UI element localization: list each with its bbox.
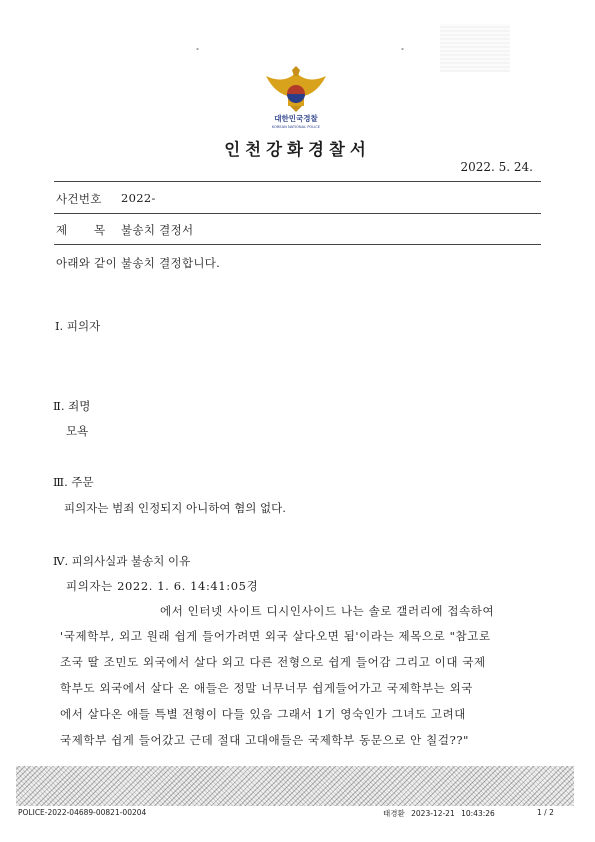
section-2-body: 모욕 (66, 424, 89, 438)
body-line: 에서 인터넷 사이트 디시인사이드 나는 솔로 갤러리에 접속하여 (160, 604, 495, 618)
section-4-title: Ⅳ. 피의사실과 불송치 이유 (53, 554, 191, 568)
scan-dot: ° (401, 48, 404, 55)
case-number-label: 사건번호 (56, 192, 102, 206)
document-date: 2022. 5. 24. (460, 160, 533, 174)
divider (54, 181, 541, 182)
body-line: 국제학부 쉽게 들어갔고 근데 절대 고대애들은 국제학부 동문으로 안 칠걸??" (60, 733, 469, 747)
subject-label-1: 제 (56, 223, 68, 237)
print-info (383, 808, 495, 819)
subject-value: 불송치 결정서 (121, 223, 194, 237)
body-line: 에서 살다온 애들 특별 전형이 다들 있음 그래서 1기 영숙인가 그녀도 고려대 (60, 707, 466, 721)
section-3-body: 피의자는 범죄 인정되지 아니하여 혐의 없다. (64, 501, 286, 515)
page-number: 1 / 2 (537, 808, 554, 817)
security-pattern-band (16, 766, 574, 806)
section-2-title: Ⅱ. 죄명 (53, 399, 91, 413)
scan-dot: ° (196, 48, 199, 55)
intro-text: 아래와 같이 불송치 결정합니다. (56, 256, 221, 270)
body-line: 학부도 외국에서 살다 온 애들은 정말 너무너무 쉽게들어가고 국제학부는 외국 (60, 681, 473, 695)
printed-by: 태경환 (383, 809, 405, 818)
divider (54, 244, 541, 245)
body-line: 피의자는 2022. 1. 6. 14:41:05경 (66, 579, 259, 593)
case-number-value: 2022- (121, 191, 156, 205)
scan-artifact (440, 24, 510, 72)
printed-at: 2023-12-21 10:43:26 (411, 809, 495, 818)
svg-text:대한민국경찰: 대한민국경찰 (274, 114, 318, 123)
section-1-title: Ⅰ. 피의자 (55, 319, 101, 333)
subject-label-2: 목 (94, 223, 106, 237)
body-line: '국제학부, 외고 원래 쉽게 들어가려면 외국 살다오면 됨'이라는 제목으로 "참고로 (60, 629, 491, 643)
organization-title: 인천강화경찰서 (224, 140, 371, 159)
svg-text:KOREAN NATIONAL POLICE: KOREAN NATIONAL POLICE (271, 125, 321, 129)
divider (54, 213, 541, 214)
body-line: 조국 딸 조민도 외국에서 살다 외고 다른 전형으로 쉽게 들어감 그리고 이대 국제 (60, 655, 486, 669)
document-id: POLICE-2022-04689-00821-00204 (18, 808, 147, 817)
police-emblem-logo (262, 66, 330, 130)
section-3-title: Ⅲ. 주문 (53, 475, 94, 489)
